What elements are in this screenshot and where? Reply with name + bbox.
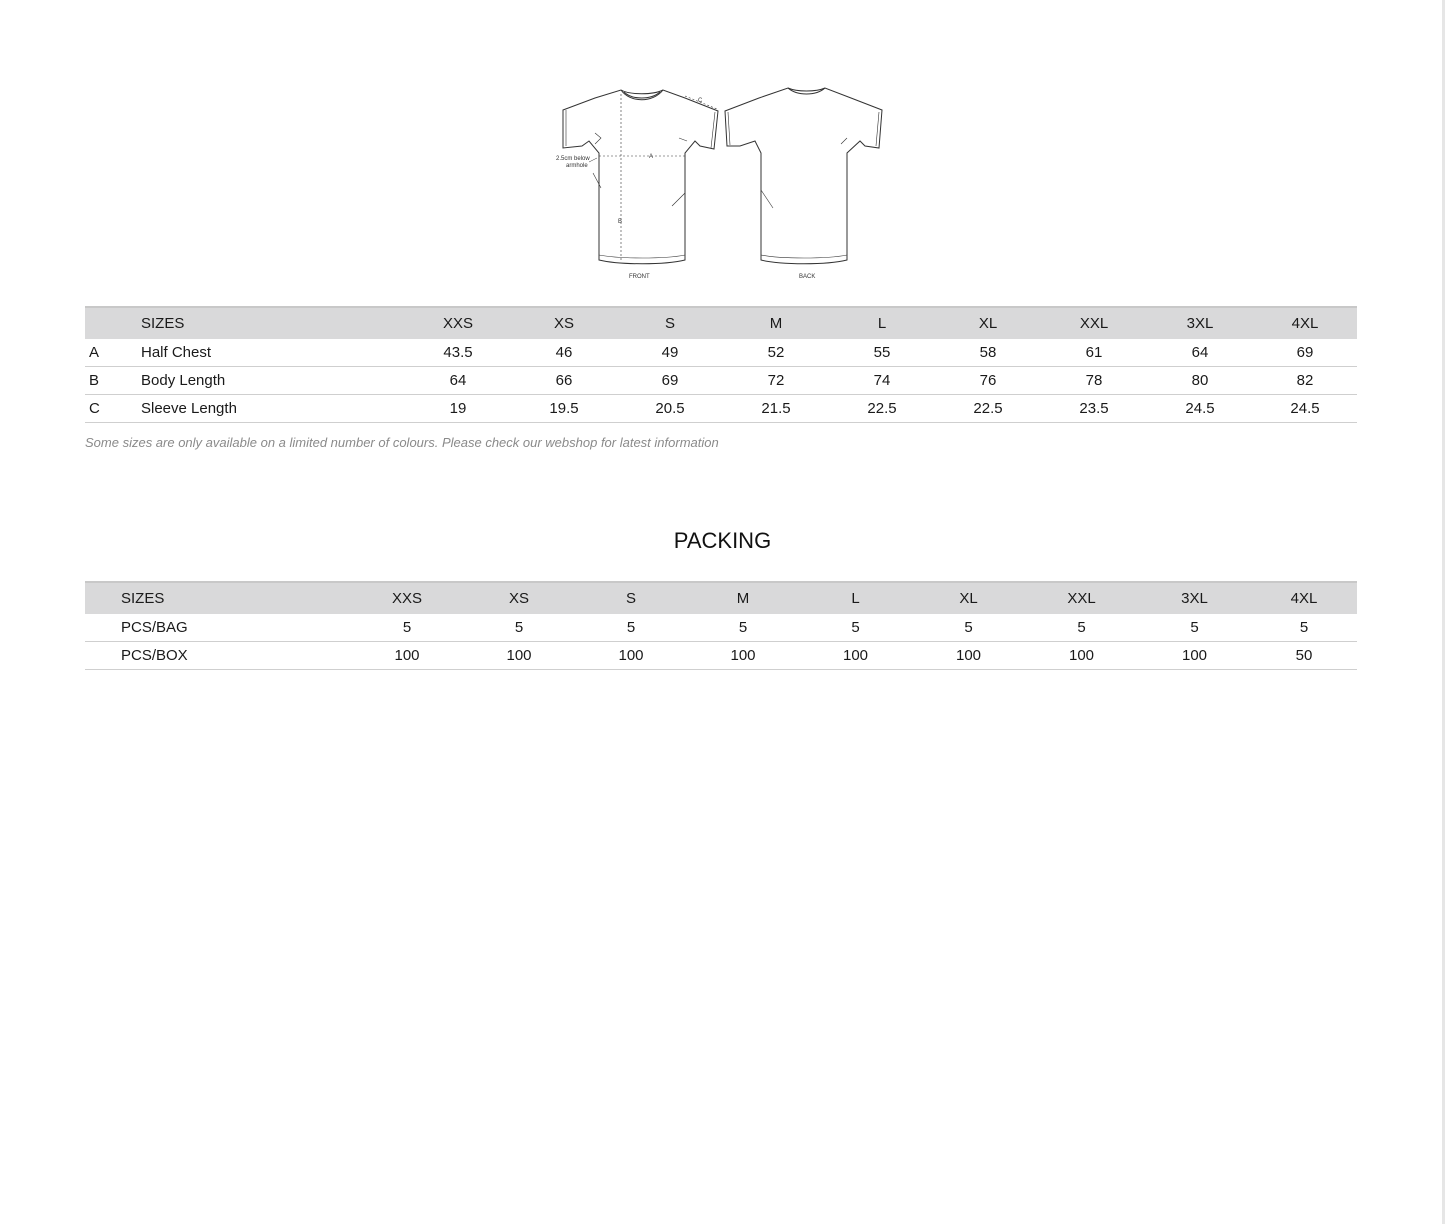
packing-header-row [85,582,1357,614]
size-header: XS [463,582,575,614]
row-code: C [85,395,141,423]
front-label: FRONT [629,274,650,280]
size-chart-table [85,306,1357,423]
value-cell: 66 [511,367,617,395]
row-label: Sleeve Length [141,395,405,423]
value-cell: 46 [511,339,617,367]
value-cell: 22.5 [829,395,935,423]
value-cell: 5 [1138,614,1251,642]
armhole-note-line1: 2.5cm below [556,156,590,162]
row-label: Body Length [141,367,405,395]
value-cell: 23.5 [1041,395,1147,423]
header-code-cell [85,307,141,339]
table-row [85,395,1357,423]
size-chart-header-row [85,307,1357,339]
table-row [85,614,1357,642]
size-header: 4XL [1251,582,1357,614]
value-cell: 78 [1041,367,1147,395]
value-cell: 100 [799,642,912,670]
value-cell: 52 [723,339,829,367]
row-label: PCS/BOX [121,642,351,670]
value-cell: 55 [829,339,935,367]
value-cell: 64 [1147,339,1253,367]
value-cell: 76 [935,367,1041,395]
size-header: L [829,307,935,339]
value-cell: 64 [405,367,511,395]
table-row [85,339,1357,367]
packing-title: PACKING [673,528,772,553]
size-header: XL [912,582,1025,614]
marker-b: B [618,219,623,225]
value-cell: 69 [1253,339,1357,367]
size-header: L [799,582,912,614]
back-label: BACK [799,274,816,280]
value-cell: 100 [575,642,687,670]
size-header: S [617,307,723,339]
availability-note: Some sizes are only available on a limited number of colours. Please check our webshop for latest information [85,435,719,450]
header-sizes-label: SIZES [121,582,351,614]
value-cell: 100 [463,642,575,670]
value-cell: 58 [935,339,1041,367]
value-cell: 80 [1147,367,1253,395]
value-cell: 5 [799,614,912,642]
armhole-note-line2: armhole [566,163,588,169]
tshirt-drawing [545,78,895,288]
size-header: M [687,582,799,614]
value-cell: 100 [912,642,1025,670]
value-cell: 19.5 [511,395,617,423]
row-code: B [85,367,141,395]
value-cell: 20.5 [617,395,723,423]
packing-table [85,581,1357,670]
value-cell: 5 [912,614,1025,642]
size-header: 3XL [1147,307,1253,339]
value-cell: 24.5 [1147,395,1253,423]
value-cell: 5 [463,614,575,642]
value-cell: 82 [1253,367,1357,395]
marker-a: A [649,154,654,160]
table-row [85,642,1357,670]
value-cell: 5 [351,614,463,642]
value-cell: 100 [351,642,463,670]
size-header: 3XL [1138,582,1251,614]
size-header: XXS [351,582,463,614]
size-header: XXL [1041,307,1147,339]
row-spacer [85,614,121,642]
table-row [85,367,1357,395]
row-label: PCS/BAG [121,614,351,642]
value-cell: 5 [1025,614,1138,642]
size-header: XXL [1025,582,1138,614]
value-cell: 100 [1138,642,1251,670]
back-shirt-outline [725,88,882,264]
value-cell: 61 [1041,339,1147,367]
value-cell: 72 [723,367,829,395]
size-header: XXS [405,307,511,339]
header-spacer-cell [85,582,121,614]
value-cell: 21.5 [723,395,829,423]
size-header: S [575,582,687,614]
value-cell: 5 [687,614,799,642]
value-cell: 69 [617,367,723,395]
row-spacer [85,642,121,670]
value-cell: 49 [617,339,723,367]
value-cell: 5 [1251,614,1357,642]
value-cell: 5 [575,614,687,642]
value-cell: 43.5 [405,339,511,367]
size-header: M [723,307,829,339]
tshirt-diagram [545,78,895,288]
size-header: XL [935,307,1041,339]
value-cell: 50 [1251,642,1357,670]
value-cell: 100 [687,642,799,670]
row-label: Half Chest [141,339,405,367]
value-cell: 19 [405,395,511,423]
value-cell: 22.5 [935,395,1041,423]
value-cell: 74 [829,367,935,395]
size-header: XS [511,307,617,339]
marker-c: C [698,98,703,104]
value-cell: 24.5 [1253,395,1357,423]
row-code: A [85,339,141,367]
value-cell: 100 [1025,642,1138,670]
header-sizes-label: SIZES [141,307,405,339]
front-shirt-outline [563,90,718,264]
size-header: 4XL [1253,307,1357,339]
